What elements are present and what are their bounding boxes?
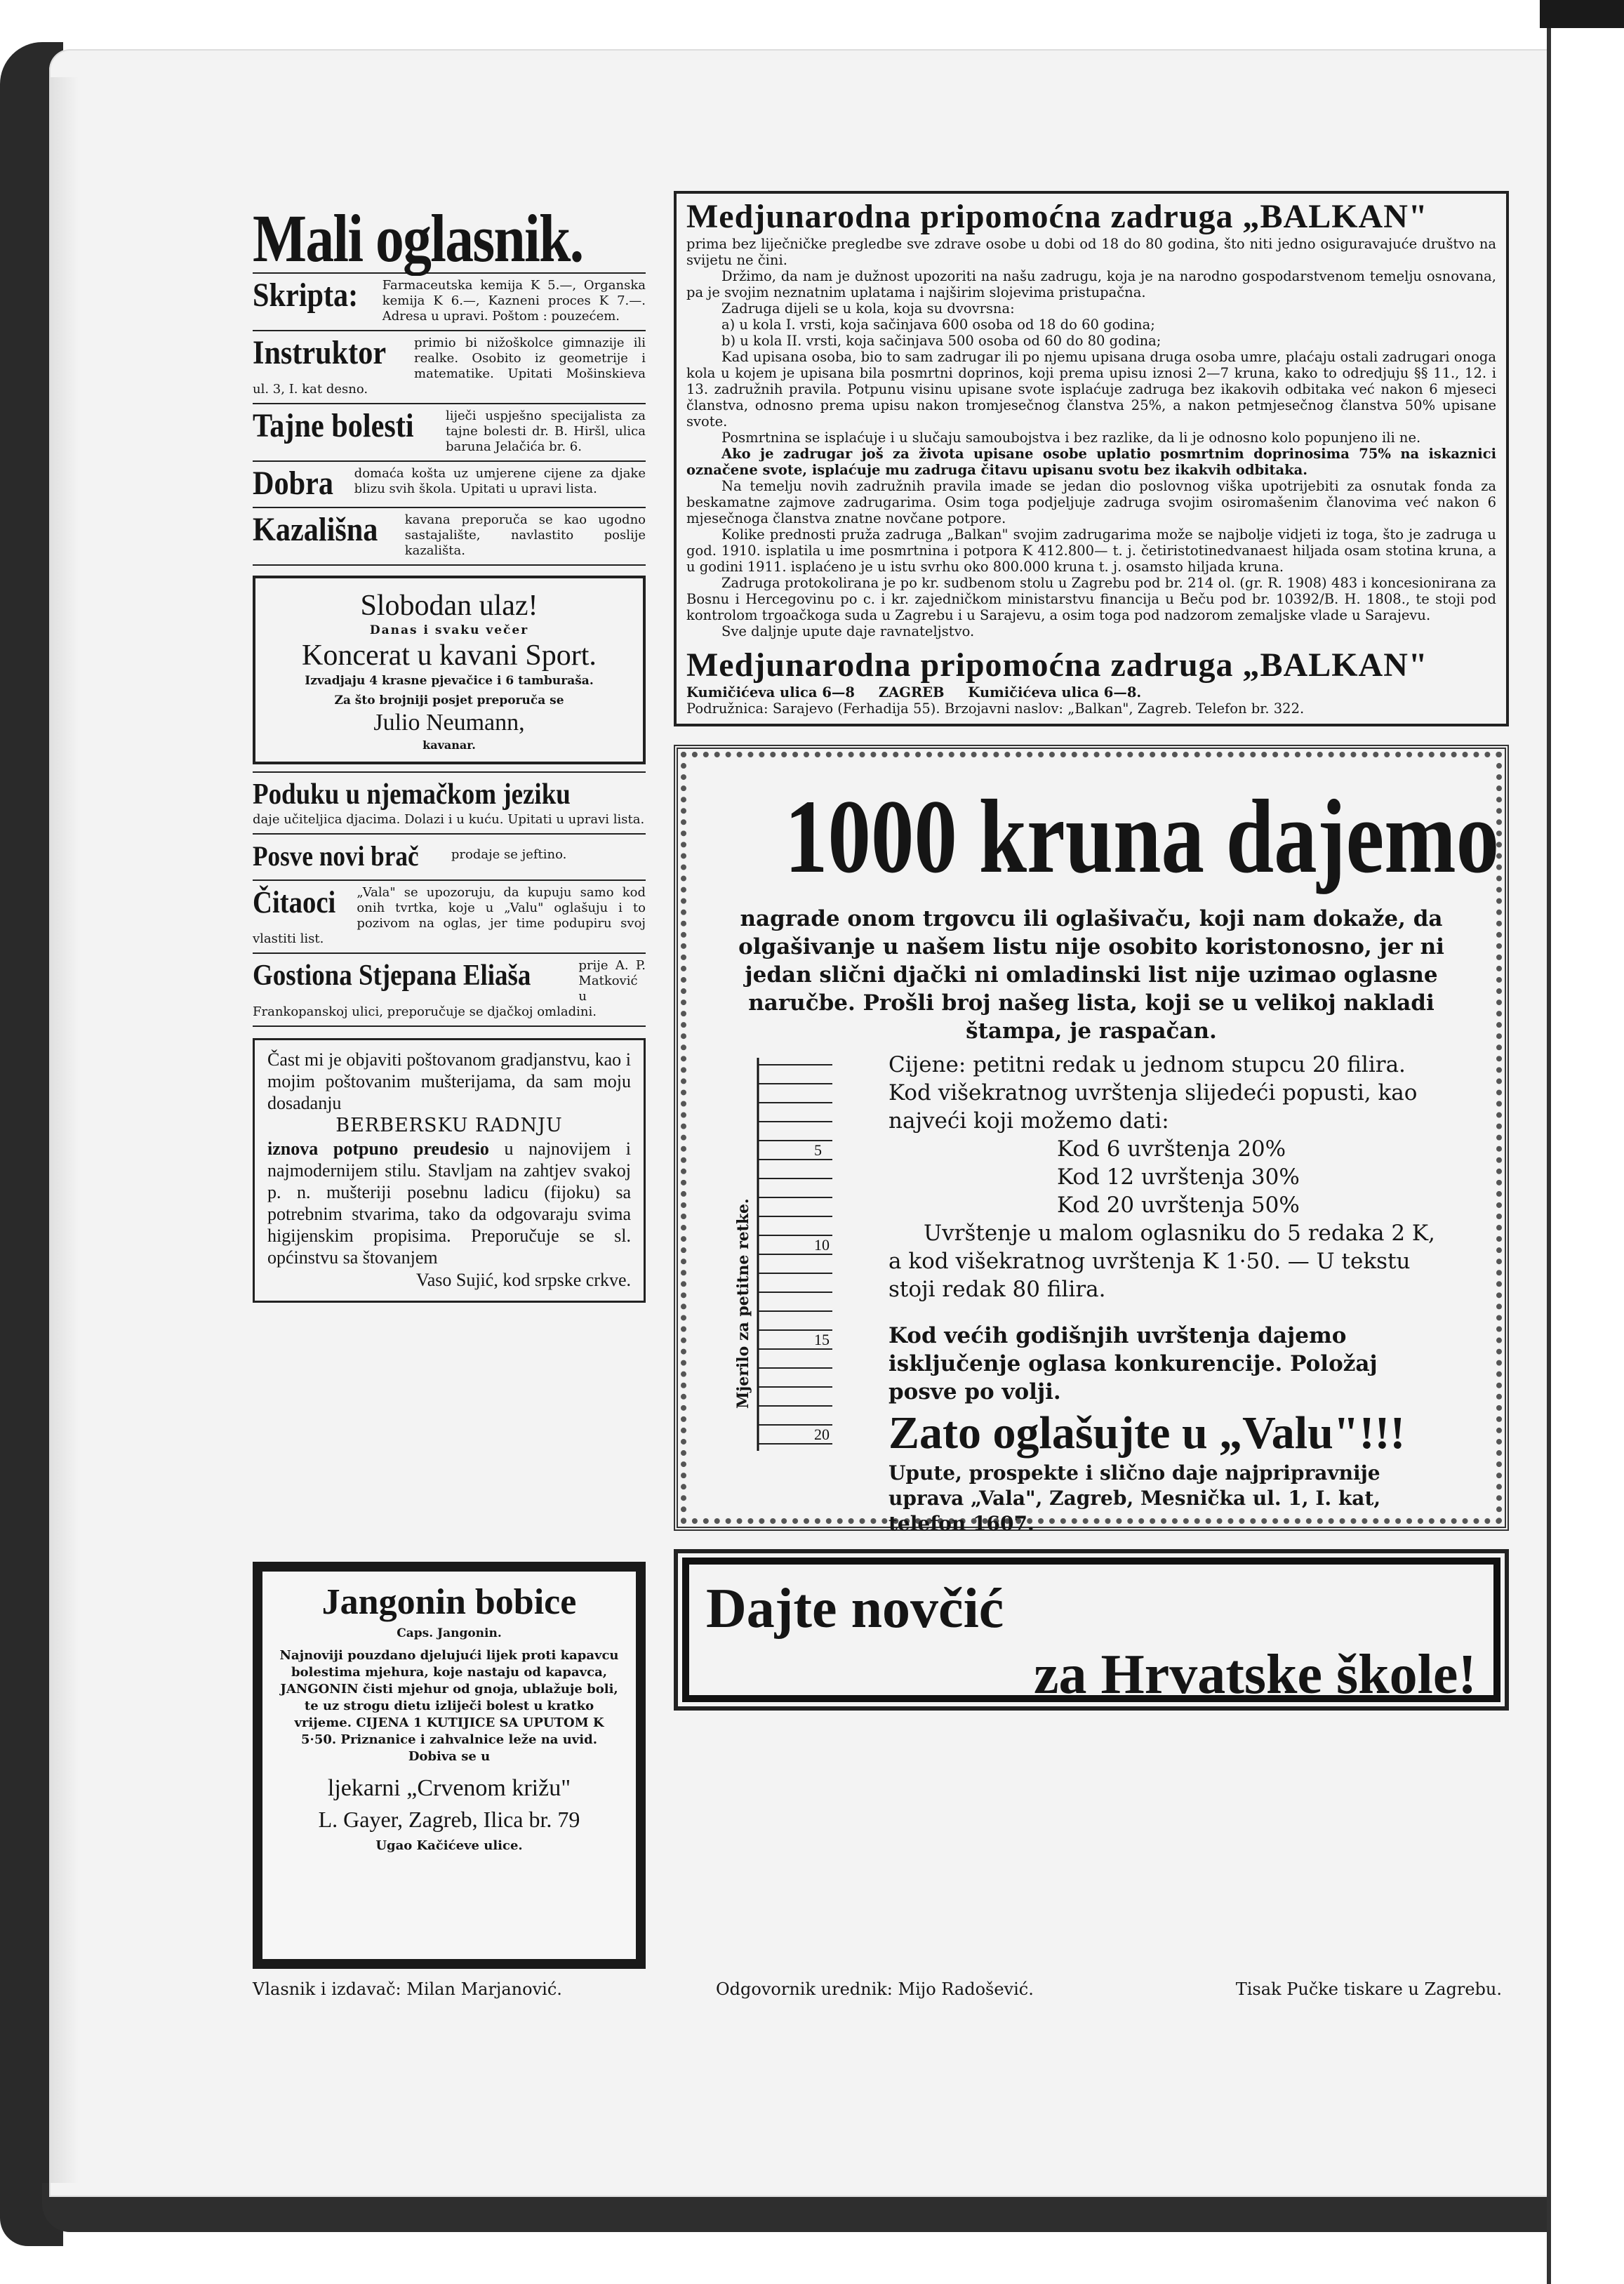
- ad-skripta: [253, 274, 646, 331]
- balkan-branch: Podružnica: Sarajevo (Ferhadija 55). Brzojavni naslov: „Balkan", Zagreb. Telefon br. 322.: [686, 701, 1305, 717]
- ad-keyword: Poduku u njemačkom jeziku: [253, 778, 571, 811]
- ad-poduka: [253, 771, 646, 835]
- barber-intro: Čast mi je objaviti poštovanom gradjanstvu, kao i mojim poštovanim mušterijama, da sam moju dosadanju: [267, 1049, 631, 1113]
- jangonin-body: Najnoviji pouzdano djelujući lijek proti kapavcu bolestima mjehura, koje nastaju od kapavca, JANGONIN čisti mjehur od gnoja, ublažuje boli, te uz strogu dietu izliječi bolest u kratko vrijeme. CIJENA 1 KUTIJICE SA UPUTOM K 5·50. Priznanice i zahvalnice leže na uvid. Dobiva se u: [279, 1648, 619, 1764]
- discount-row: Kod 12 uvrštenja 30%: [1057, 1164, 1300, 1190]
- ad-keyword: Dobra: [253, 465, 333, 502]
- koncert-name: Julio Neumann,: [373, 710, 525, 736]
- koncert-line: Izvadjaju 4 krasne pjevačice i 6 tamburaša.: [305, 674, 594, 688]
- kruna-intro: nagrade onom trgovcu ili oglašivaču, koji nam dokaže, da olgašivanje u našem listu nije osobito koristonosno, jer ni jedan slični djački ni omladinski list nije uzimao oglasne naručbe. Prošli broj našeg lista, koji se u velikoj nakladi štampa, je raspačan.: [738, 906, 1444, 1044]
- ruler-tick-label: 15: [814, 1331, 830, 1348]
- sheet-edge: [51, 77, 79, 2183]
- balkan-title: Medjunarodna pripomoćna zadruga „BALKAN": [686, 198, 1428, 235]
- discount-row: Kod 6 uvrštenja 20%: [1057, 1136, 1286, 1162]
- novcic-line2: za Hrvatske škole!: [1033, 1644, 1477, 1706]
- barber-text: u najnovijem i najmodernijem stilu. Stavljam na zahtjev svakoj p. n. mušteriji posebnu ladicu (fijoku) sa potrebnim stvarima, tako da odgovaraju svima higijenskim propisima. Preporučuje se sl. općinstvu sa štovanjem: [267, 1138, 631, 1268]
- balkan-para: Kad upisana osoba, bio to sam zadrugar ili po njemu upisana druga osoba umre, plaćaju ostali zadrugari onoga kola u kojem je upisana bila posmrtni doprinos, koji prema upisu iznosi 2—7 kruna, kako to odredjuju §§ 11., 12. i 13. zadružnih pravila. Potpunu visinu upisane svote isplaćuje zadruga bez ikakovih odbitaka već nakon 6 mjeseci članstva, odnosno prema upisu nakon tromjesečnog članstva 25%, a nakon petmjesečnog članstva 50% upisane svote.: [686, 349, 1496, 430]
- koncert-line: Danas i svaku večer: [369, 623, 529, 637]
- scan-frame-right: [1547, 0, 1624, 2284]
- balkan-title-bottom: Medjunarodna pripomoćna zadruga „BALKAN": [686, 646, 1428, 684]
- price-list: [888, 1051, 1450, 1536]
- balkan-para: Na temelju novih zadružnih pravila imade se jedan dio poslovnog viška upotrijebiti za osnutak fonda za beskamatne zajmove zadrugarima. Osim toga podjeljuje zadruga svojim osiromašenim članovima već nakon 6 mjesečnoga članstva znatne novčane potpore.: [686, 478, 1496, 526]
- ad-keyword: Čitaoci: [253, 885, 336, 919]
- ad-keyword: Posve novi brač: [253, 840, 419, 872]
- balkan-para: a) u kola I. vrsti, koja sačinjava 600 osoba od 18 do 60 godina;: [721, 317, 1155, 333]
- classifieds-title: Mali oglasnik.: [253, 201, 583, 276]
- jangonin-pharmacy: ljekarni „Crvenom križu": [327, 1775, 571, 1801]
- ad-brac: [253, 835, 646, 881]
- ad-text: daje učiteljica djacima. Dolazi i u kuću. Upitati u upravi lista.: [253, 812, 645, 827]
- ad-keyword: Instruktor: [253, 334, 387, 371]
- kruna-title: 1000 kruna dajemo: [784, 778, 1500, 895]
- koncert-ad: [253, 576, 646, 764]
- footer-printer: Tisak Pučke tiskare u Zagrebu.: [1235, 1979, 1502, 1999]
- balkan-para: Ako je zadrugar još za života upisane osobe uplatio posmrtnim doprinosima 75% na iskaznici označene svote, isplaćuje mu zadruga čitavu upisanu svotu bez ikakvih odbitaka.: [686, 446, 1496, 478]
- ruler-tick-label: 10: [814, 1236, 830, 1254]
- balkan-ad: [674, 191, 1509, 726]
- barber-ad: [253, 1038, 646, 1303]
- price-exclusive: Kod većih godišnjih uvrštenja dajemo isključenje oglasa konkurencije. Položaj posve po volji.: [888, 1323, 1378, 1405]
- upute-line: Upute, prospekte i slično daje najpripravnije uprava „Vala", Zagreb, Mesnička ul. 1, I. kat, telefon 1607.: [888, 1461, 1381, 1535]
- barber-signature: Vaso Sujić, kod srpske crkve.: [415, 1270, 631, 1290]
- balkan-para: Držimo, da nam je dužnost upozoriti na našu zadrugu, koja je na narodno gospodarstvenom temelju osnovana, pa je svojim neznatnim uplatama i najširim slojevima pristupačna.: [686, 268, 1496, 300]
- ad-dobra: [253, 462, 646, 508]
- ruler-label: Mjerilo za petitne retke.: [734, 1198, 752, 1409]
- jangonin-corner: Ugao Kačićeve ulice.: [375, 1838, 523, 1853]
- ad-keyword: Gostiona Stjepana Eliaša: [253, 960, 531, 992]
- balkan-para: b) u kola II. vrsti, koja sačinjava 500 osoba od 60 do 80 godina;: [721, 333, 1162, 349]
- novcic-ad: [674, 1549, 1509, 1711]
- ruler-tick-label: 5: [814, 1141, 822, 1159]
- jangonin-title: Jangonin bobice: [321, 1582, 577, 1622]
- barber-shop: BERBERSKU RADNJU: [335, 1115, 563, 1136]
- balkan-para: Zadruga protokolirana je po kr. sudbenom stolu u Zagrebu pod br. 214 ol. (gr. R. 1908) 483 i koncesionirana za Bosnu i Hercegovinu po c. i kr. zajedničkom ministarstvu financija u Beču pod br. 10392/B. H. 1808., te stoji pod kontrolom trgoačkoga suda u Zagrebu i u Sarajevu, a osim toga pod nadzorom zemaljske vlade u Sarajevu.: [686, 575, 1496, 623]
- barber-highlight: iznova potpuno preudesio: [267, 1138, 489, 1159]
- jangonin-address: L. Gayer, Zagreb, Ilica br. 79: [318, 1807, 580, 1832]
- koncert-title: Koncerat u kavani Sport.: [302, 639, 597, 672]
- ad-keyword: Skripta:: [253, 277, 359, 314]
- ruler-scale: [755, 1058, 839, 1451]
- footer-owner: Vlasnik i izdavač: Milan Marjanović.: [253, 1979, 562, 1999]
- ad-text: „Vala" se upozoruju, da kupuju samo kod onih tvrtka, koje u „Valu" oglašuju i to pozivom na oglas, jer time podupiru svoj vlastiti list.: [253, 885, 646, 946]
- price-intro: Cijene: petitni redak u jednom stupcu 20 filira. Kod višekratnog uvrštenja slijedeći popusti, kao najveći koji možemo dati:: [888, 1052, 1418, 1134]
- ad-text: liječi uspješno specijalista za tajne bolesti dr. B. Hiršl, ulica baruna Jelačića br. 6.: [445, 409, 646, 454]
- ad-text: prodaje se jeftino.: [451, 847, 567, 862]
- ad-text: kavana preporuča se kao ugodno sastajalište, navlastito poslije kazališta.: [404, 512, 646, 558]
- ad-keyword: Tajne bolesti: [253, 407, 414, 444]
- ad-text: prije A. P. Matković u Frankopanskoj ulici, preporučuje se djačkoj omladini.: [253, 958, 646, 1019]
- ad-text: domaća košta uz umjerene cijene za djake blizu svih škola. Upitati u upravi lista.: [354, 466, 646, 496]
- ad-gostiona: [253, 954, 646, 1027]
- footer-editor: Odgovornik urednik: Mijo Radošević.: [716, 1979, 1034, 1999]
- ad-kazalisna: [253, 508, 646, 566]
- discount-row: Kod 20 uvrštenja 50%: [1057, 1193, 1300, 1218]
- balkan-para: Sve daljnje upute daje ravnateljstvo.: [721, 623, 975, 639]
- ad-keyword: Kazališna: [253, 511, 378, 548]
- ruler-tick-label: 20: [814, 1426, 830, 1443]
- newspaper-page: [232, 198, 1509, 2036]
- balkan-para: Zadruga dijeli se u kola, koja su dvovrsna:: [721, 300, 1015, 317]
- scan-corner: [1540, 0, 1624, 28]
- ad-tajne-bolesti: [253, 404, 646, 462]
- ad-text: primio bi nižoškolce gimnazije ili realke. Osobito iz geometrije i matematike. Upitati Mošinskieva ul. 3, I. kat desno.: [253, 336, 646, 397]
- jangonin-ad: [253, 1562, 646, 1969]
- ad-citaoci: [253, 881, 646, 954]
- balkan-para: Kolike prednosti pruža zadruga „Balkan" svojim zadrugarima može se najbolje vidjeti iz toga, što je zadruga u god. 1910. isplatila u ime posmrtnina i potpora K 412.800— t. j. četiristotinedvanaest hiljada osam stotina kruna, a u godini 1911. isplaćeno je u istu svrhu oko 800.000 kruna t. j. osamsto hiljada kruna.: [686, 526, 1496, 575]
- koncert-role: kavanar.: [422, 738, 476, 752]
- ad-text: Farmaceutska kemija K 5.—, Organska kemija K 6.—, Kazneni proces K 7.—. Adresa u upravi. Poštom : pouzećem.: [382, 278, 646, 324]
- koncert-headline: Slobodan ulaz!: [360, 590, 538, 622]
- price-small-ads: Uvrštenje u malom oglasniku do 5 redaka 2 K, a kod višekratnog uvrštenja K 1·50. — U tekstu stoji redak 80 filira.: [888, 1221, 1435, 1302]
- ad-instruktor: [253, 331, 646, 404]
- balkan-para: Posmrtnina se isplaćuje i u slučaju samoubojstva i bez razlike, da li je odnosno kolo popunjeno ili ne.: [721, 430, 1421, 446]
- left-column: [253, 201, 646, 1310]
- right-column: [674, 191, 1509, 1711]
- jangonin-sub: Caps. Jangonin.: [397, 1626, 502, 1640]
- kruna-ad: [674, 745, 1509, 1535]
- balkan-address: Kumičićeva ulica 6—8 ZAGREB Kumičićeva ulica 6—8.: [686, 684, 1142, 701]
- balkan-para: prima bez liječničke pregledbe sve zdrave osobe u dobi od 18 do 80 godina, što niti jedno osiguravajuće društvo na svijetu ne čini.: [686, 236, 1496, 268]
- novcic-line1: Dajte novčić: [706, 1578, 1004, 1640]
- petit-ruler: [734, 1058, 839, 1465]
- zato-slogan: Zato oglašujte u „Valu"!!!: [888, 1407, 1406, 1459]
- koncert-line: Za što brojniji posjet preporuča se: [334, 693, 564, 708]
